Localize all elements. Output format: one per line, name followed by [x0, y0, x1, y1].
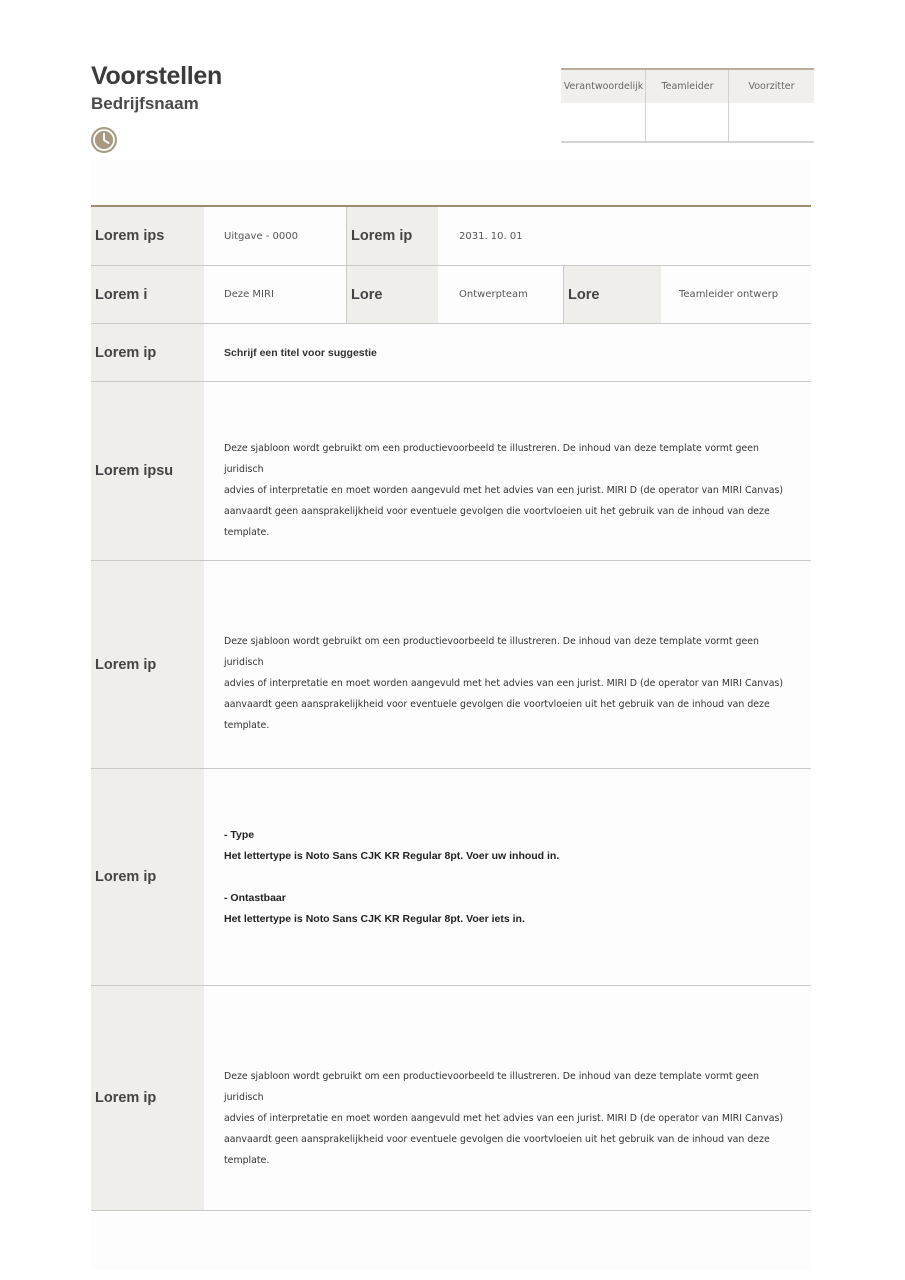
intangible-heading: - Ontastbaar [224, 892, 286, 904]
approval-header-chair: Voorzitter [729, 70, 814, 103]
row-label: Lorem ipsu [91, 382, 204, 560]
team-value: Ontwerpteam [459, 289, 528, 300]
approval-table [561, 68, 814, 143]
type-details [224, 825, 559, 930]
approval-header-responsible: Verantwoordelijk [561, 70, 646, 103]
suggestion-title-value: Schrijf een titel voor suggestie [224, 346, 377, 359]
approval-header-teamleader: Teamleider [646, 70, 729, 103]
row-label: Lorem ip [91, 769, 204, 985]
paragraph-line: aanvaardt geen aansprakelijkheid voor eventuele gevolgen die voortvloeien uit het gebruik van de inhoud van deze template. [224, 699, 770, 731]
clock-icon [90, 126, 118, 154]
paragraph-line: advies of interpretatie en moet worden aangevuld met het advies van een jurist. MIRI D (de operator van MIRI Canvas) [224, 1113, 784, 1124]
form-row-title [91, 324, 811, 382]
approval-divider [645, 70, 646, 141]
content-paragraph [224, 1066, 799, 1171]
form-row-edition [91, 207, 811, 266]
type-heading: - Type [224, 829, 255, 841]
type-text: Het lettertype is Noto Sans CJK KR Regular 8pt. Voer uw inhoud in. [224, 850, 560, 862]
content-paragraph [224, 438, 799, 543]
form-row-type [91, 769, 811, 986]
row-label: Lorem ip [91, 986, 204, 1210]
row-label: Lorem ips [91, 207, 204, 265]
row-label: Lorem ip [91, 324, 204, 381]
date-value: 2031. 10. 01 [459, 230, 523, 242]
paragraph-line: aanvaardt geen aansprakelijkheid voor eventuele gevolgen die voortvloeien uit het gebruik van de inhoud van deze template. [224, 1134, 770, 1166]
paragraph-line: aanvaardt geen aansprakelijkheid voor eventuele gevolgen die voortvloeien uit het gebruik van de inhoud van deze template. [224, 506, 770, 538]
paragraph-line: advies of interpretatie en moet worden aangevuld met het advies van een jurist. MIRI D (de operator van MIRI Canvas) [224, 485, 784, 496]
form-row-content [91, 561, 811, 769]
company-name: Bedrijfsnaam [91, 94, 199, 113]
paragraph-line: advies of interpretatie en moet worden aangevuld met het advies van een jurist. MIRI D (de operator van MIRI Canvas) [224, 678, 784, 689]
row-label: Lore [564, 266, 661, 323]
row-label: Lorem ip [347, 207, 438, 265]
paragraph-line: Deze sjabloon wordt gebruikt om een productievoorbeeld te illustreren. De inhoud van deze template vormt geen juridisch [224, 443, 759, 475]
intangible-text: Het lettertype is Noto Sans CJK KR Regular 8pt. Voer iets in. [224, 913, 525, 925]
paragraph-line: Deze sjabloon wordt gebruikt om een productievoorbeeld te illustreren. De inhoud van deze template vormt geen juridisch [224, 636, 759, 668]
form-row-content [91, 382, 811, 561]
edition-value: Uitgave - 0000 [224, 230, 298, 242]
row-label: Lore [347, 266, 438, 323]
paragraph-line: Deze sjabloon wordt gebruikt om een productievoorbeeld te illustreren. De inhoud van deze template vormt geen juridisch [224, 1071, 759, 1103]
form-row-content [91, 986, 811, 1211]
department-value: Deze MIRI [224, 289, 274, 300]
row-label: Lorem i [91, 266, 204, 323]
form-row-team [91, 266, 811, 324]
row-label: Lorem ip [91, 561, 204, 768]
role-value: Teamleider ontwerp [679, 289, 779, 300]
approval-divider [728, 70, 729, 141]
content-paragraph [224, 631, 799, 736]
page-title: Voorstellen [91, 62, 222, 90]
